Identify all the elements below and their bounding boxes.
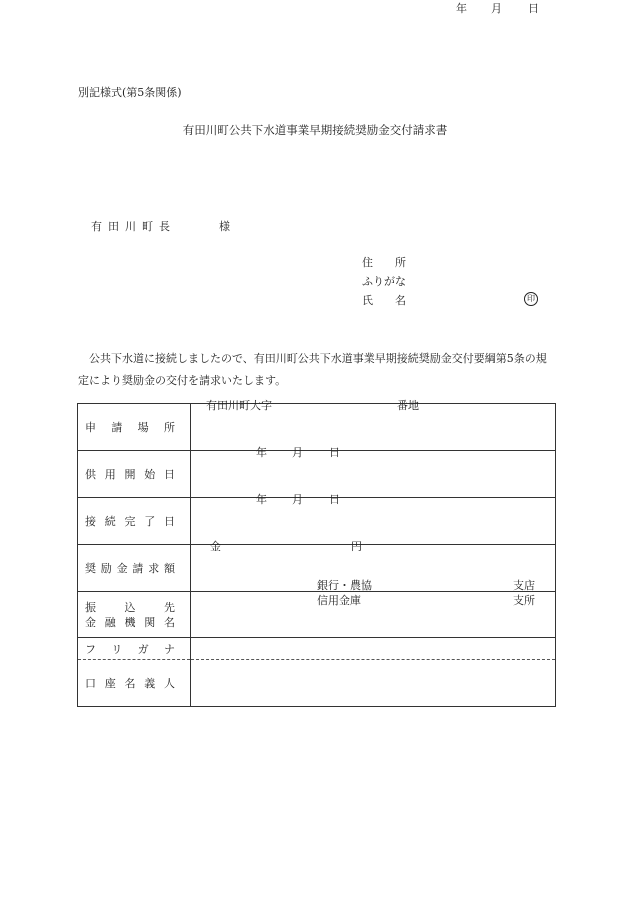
date-year: 年 xyxy=(456,2,467,15)
value-account-holder[interactable] xyxy=(191,660,556,707)
seal-mark: 印 xyxy=(524,292,538,306)
table-row-connection-complete xyxy=(78,498,556,545)
label-account-holder: 口 座 名 義 人 xyxy=(78,660,191,707)
table-row-application-place xyxy=(78,404,556,451)
value-bank[interactable]: 銀行・農協 信用金庫 支店 支所 xyxy=(191,592,556,638)
label-claim-amount: 奨 励 金 請 求 額 xyxy=(78,545,191,592)
date-month: 月 xyxy=(491,2,502,15)
addressee-honorific: 様 xyxy=(219,220,230,233)
applicant-name-label: 氏 名 xyxy=(362,294,406,307)
document-title: 有田川町公共下水道事業早期接続奨励金交付請求書 xyxy=(182,123,448,137)
table-row-service-start xyxy=(78,451,556,498)
label-furigana: フ リ ガ ナ xyxy=(78,638,191,660)
value-application-place[interactable]: 有田川町大字 番地 xyxy=(191,404,556,451)
form-reference: 別記様式(第5条関係) xyxy=(78,86,182,99)
value-service-start[interactable]: 年 月 日 xyxy=(191,451,556,498)
label-application-place: 申 請 場 所 xyxy=(78,404,191,451)
request-form-table xyxy=(77,399,556,707)
value-claim-amount[interactable]: 金 円 xyxy=(191,545,556,592)
applicant-address-label: 住 所 xyxy=(362,256,406,269)
label-service-start: 供 用 開 始 日 xyxy=(78,451,191,498)
label-bank: 振 込 先 金 融 機 関 名 xyxy=(78,592,191,638)
addressee-name: 有田川町長 xyxy=(91,220,176,233)
label-connection-complete: 接 続 完 了 日 xyxy=(78,498,191,545)
date-day: 日 xyxy=(528,2,539,15)
value-furigana[interactable] xyxy=(191,638,556,660)
table-row-bank xyxy=(78,592,556,638)
request-statement: 公共下水道に接続しましたので、有田川町公共下水道事業早期接続奨励金交付要綱第5条の規定により奨励金の交付を請求いたします。 xyxy=(78,352,547,387)
value-connection-complete[interactable]: 年 月 日 xyxy=(191,498,556,545)
applicant-furigana-label: ふりがな xyxy=(362,275,406,288)
table-row-furigana xyxy=(78,638,556,660)
table-row-account-holder xyxy=(78,660,556,707)
